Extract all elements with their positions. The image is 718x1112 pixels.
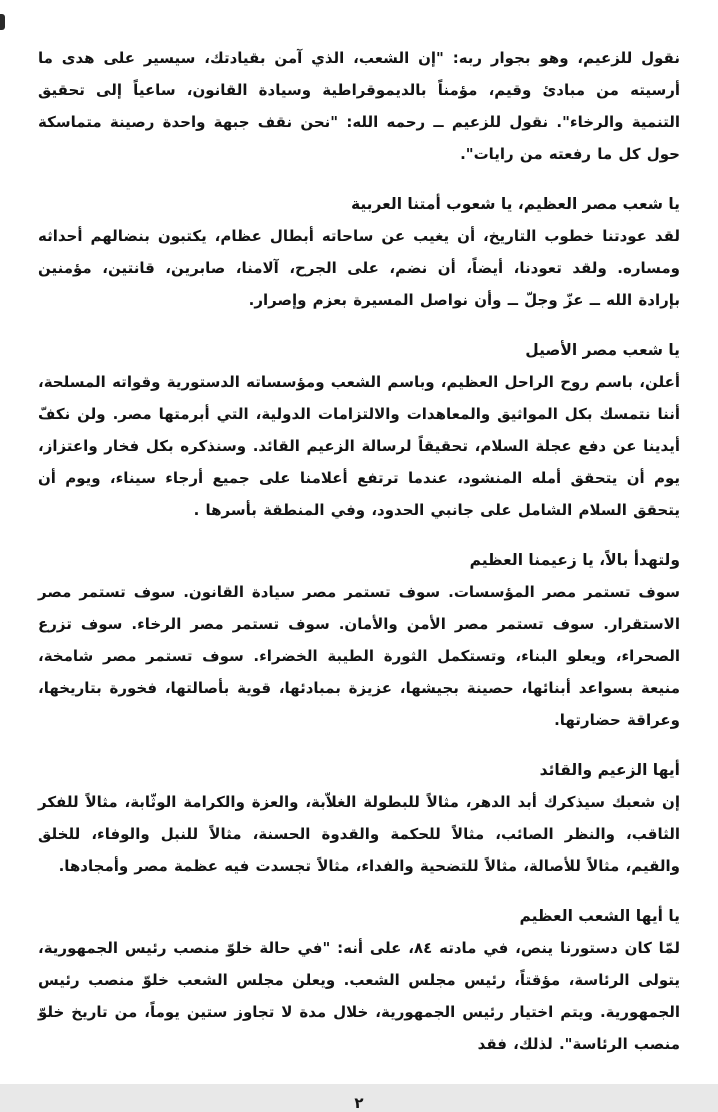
section-heading-people-of-egypt-arab-nations: يا شعب مصر العظيم، يا شعوب أمتنا العربية	[350, 195, 680, 213]
section-paragraph: لمّا كان دستورنا ينص، في مادته ٨٤، على أنه: "في حالة خلوّ منصب رئيس الجمهورية، يتولى الرئاسة، مؤقتاً، رئيس مجلس الشعب. ويعلن مجلس الشعب خلوّ منصب رئيس الجمهورية. ويتم اختيار رئيس الجمهورية، خلال مدة لا تجاوز ستين يوماً، من تاريخ خلوّ منصب الرئاسة". لذلك، فقد	[38, 939, 681, 1053]
page-number: ٢	[354, 1094, 364, 1112]
scan-edge-artifact	[0, 14, 5, 30]
intro-paragraph: نقول للزعيم، وهو بجوار ربه: "إن الشعب، الذي آمن بقيادتك، سيسير على هدى ما أرسيته من مبادئ وقيم، مؤمناً بالديموقراطية وسيادة القانون، ساعياً إلى تحقيق التنمية والرخاء". نقول للزعيم ــ رحمه الله: "نحن نقف جبهة واحدة رصينة متماسكة حول كل ما رفعته من رايات".	[38, 49, 680, 163]
section-heading-rest-assured-leader: ولتهدأ بالاً، يا زعيمنا العظيم	[469, 551, 680, 569]
section-heading-noble-egypt: يا شعب مصر الأصيل	[525, 341, 680, 359]
section-paragraph: سوف تستمر مصر المؤسسات. سوف تستمر مصر سيادة القانون. سوف تستمر مصر الاستقرار. سوف تستمر مصر الأمن والأمان. سوف تستمر مصر الرخاء. سوف تزرع الصحراء، ويعلو البناء، وتستكمل الثورة الطيبة الخضراء. سوف تستمر مصر شامخة، منيعة بسواعد أبنائها، حصينة بجيشها، عزيزة بمبادئها، قوية بأصالتها، فخورة بتاريخها، وعراقة حضارتها.	[38, 583, 680, 729]
section-heading-o-great-people: يا أيها الشعب العظيم	[519, 907, 680, 925]
section-paragraph: إن شعبك سيذكرك أبد الدهر، مثالاً للبطولة الغلاّبة، والعزة والكرامة الوثّابة، مثالاً للفكر الثاقب، والنظر الصائب، مثالاً للحكمة والقدوة الحسنة، مثالاً للنبل والوفاء، للخلق والقيم، مثالاً للأصالة، مثالاً للتضحية والفداء، مثالاً تجسدت فيه عظمة مصر وأمجادها.	[38, 793, 680, 875]
section-paragraph: أعلن، باسم روح الراحل العظيم، وباسم الشعب ومؤسساته الدستورية وقواته المسلحة، أننا نتمسك بكل المواثيق والمعاهدات والالتزامات الدولية، التي أبرمتها مصر. ولن نكفّ أيدينا عن دفع عجلة السلام، تحقيقاً لرسالة الزعيم القائد. وسنذكره بكل فخار واعتزاز، يوم أن يتحقق أمله المنشود، عندما ترتفع أعلامنا على جميع أرجاء سيناء، ويوم أن يتحقق السلام الشامل على جانبي الحدود، وفي المنطقة بأسرها .	[38, 373, 680, 519]
section-paragraph: لقد عودتنا خطوب التاريخ، أن يغيب عن ساحاته أبطال عظام، يكتبون بنضالهم أحداثه ومساره. ولقد تعودنا، أيضاً، أن نضم، على الجرح، آلامنا، صابرين، قانتين، مؤمنين بإرادة الله ــ عزّ وجلّ ــ وأن نواصل المسيرة بعزم وإصرار.	[38, 227, 680, 309]
section-heading-o-leader-commander: أيها الزعيم والقائد	[539, 761, 680, 779]
